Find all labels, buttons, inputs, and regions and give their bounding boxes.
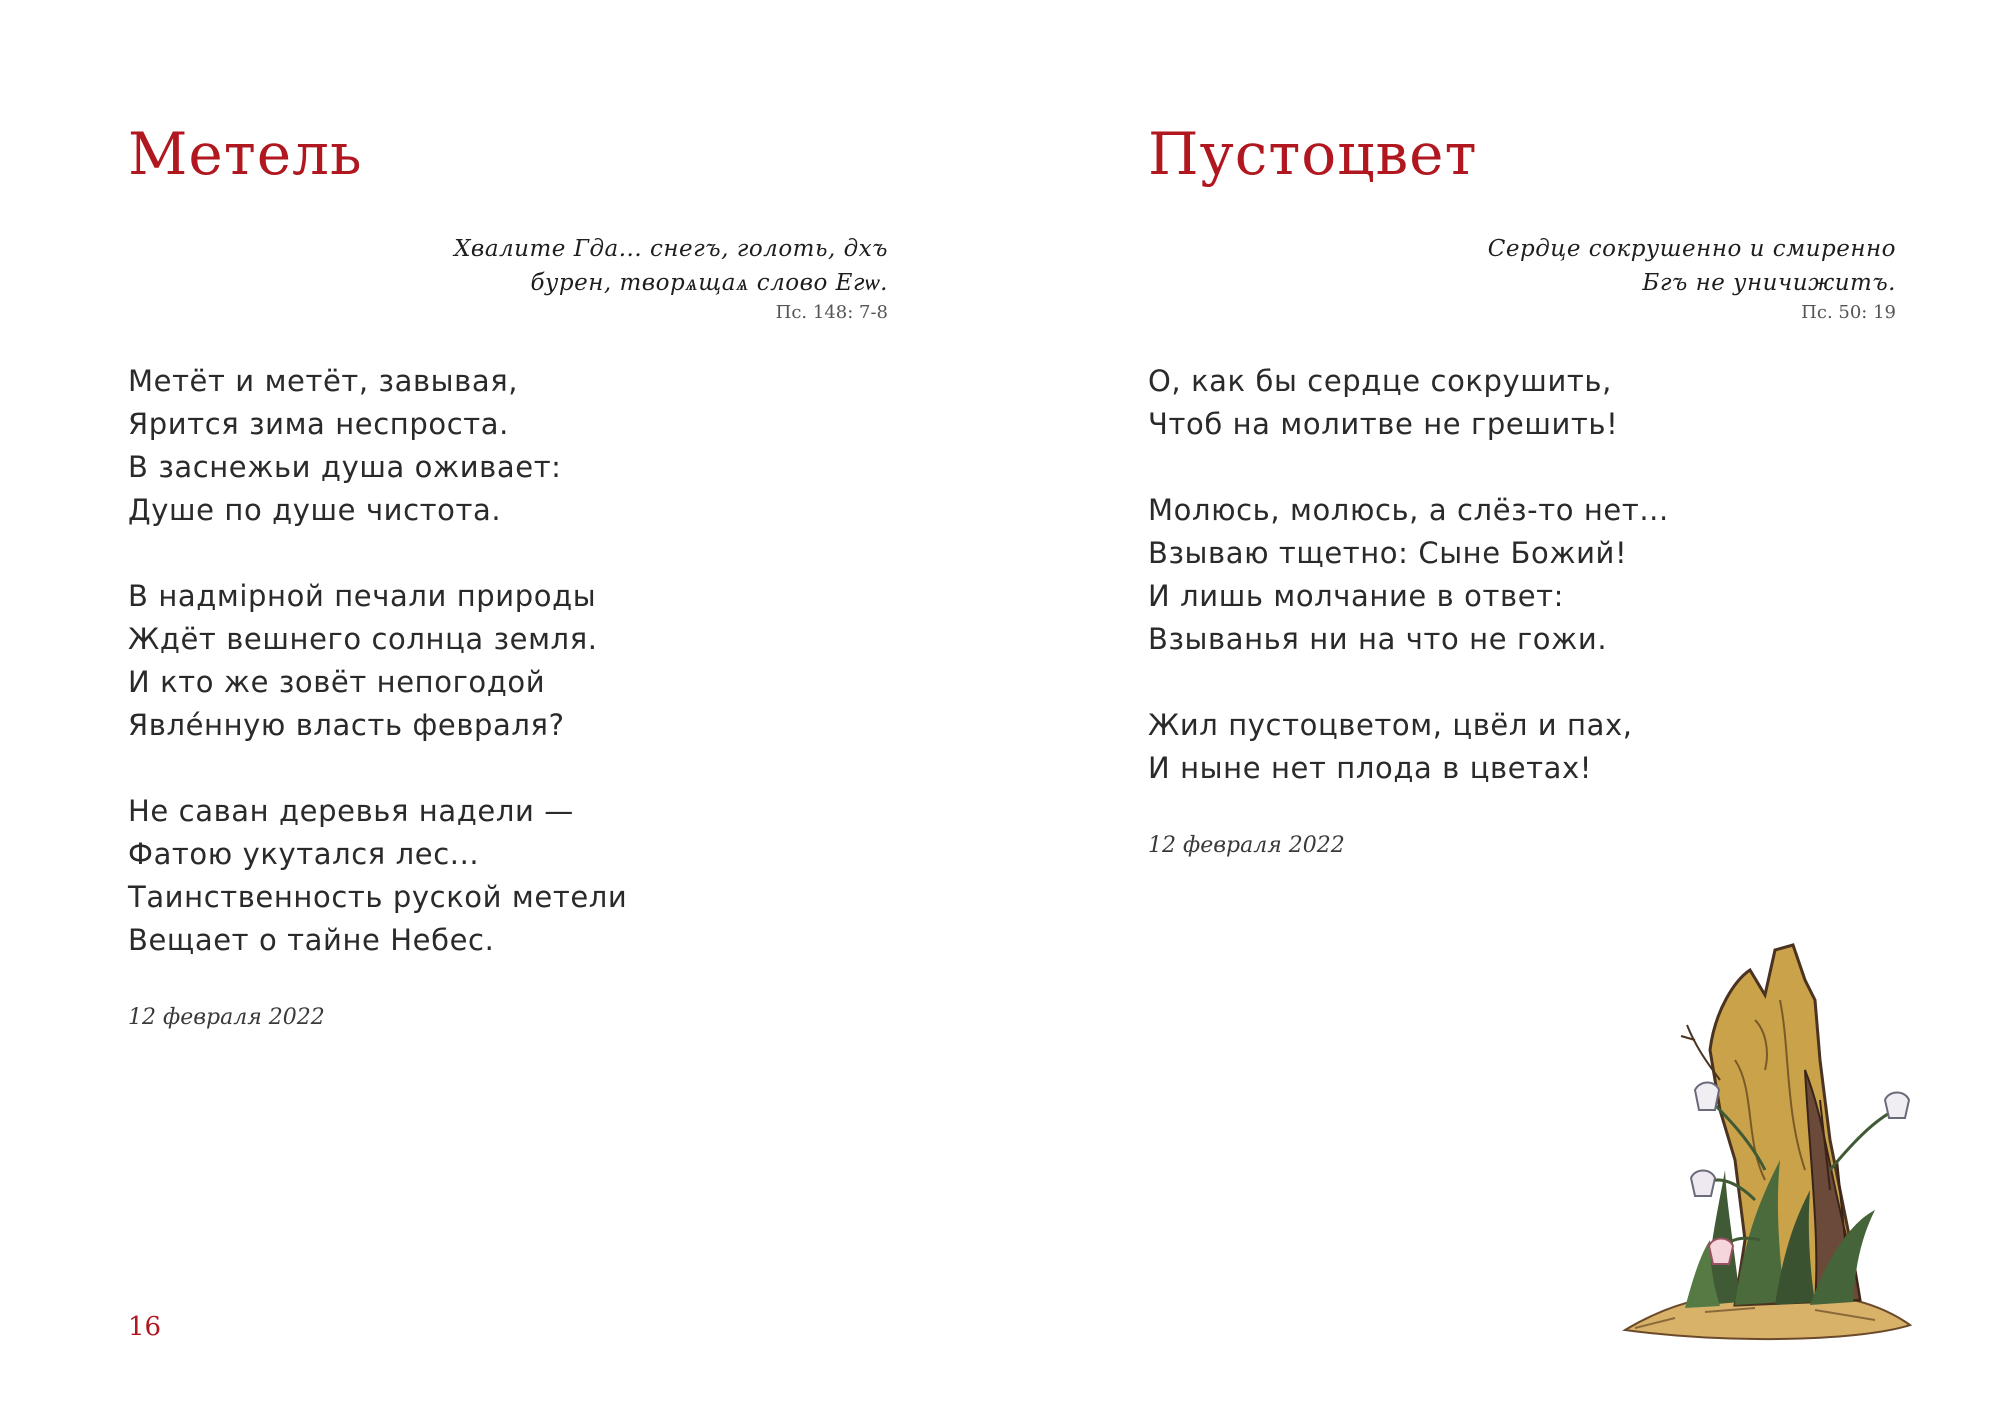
epigraph-pustotsvet <box>1376 232 1896 326</box>
verse-line: Фатою укутался лес... <box>128 837 480 871</box>
verse-line: И кто же зовёт непогодой <box>128 665 546 699</box>
verse-line: Молюсь, молюсь, а слёз-то нет... <box>1148 493 1669 527</box>
verse-line: О, как бы сердце сокрушить, <box>1148 364 1612 398</box>
verse-line: Взыванья ни на что не гожи. <box>1148 622 1608 656</box>
verse-line: Метёт и метёт, завывая, <box>128 364 519 398</box>
verse-line: Ждёт вешнего солнца земля. <box>128 622 598 656</box>
verse-line: Душе по душе чистота. <box>128 493 502 527</box>
poem-title-metel: Метель <box>128 120 363 188</box>
verse-line: Взываю тщетно: Сыне Божий! <box>1148 536 1628 570</box>
poem-body-pustotsvet <box>1148 360 1908 858</box>
verse-line: И ныне нет плода в цветах! <box>1148 751 1593 785</box>
poem-date: 12 февраля 2022 <box>128 1005 325 1030</box>
epigraph-line: Бгъ не уничижитъ. <box>1642 270 1896 296</box>
verse-line: В заснежьи душа оживает: <box>128 450 562 484</box>
poem-title-pustotsvet: Пустоцвет <box>1148 120 1478 188</box>
verse-line: Вещает о тайне Небес. <box>128 923 495 957</box>
stanza <box>128 360 888 532</box>
stanza <box>1148 360 1908 446</box>
verse-line: Чтоб на молитве не грешить! <box>1148 407 1619 441</box>
verse-line: Явлéнную власть февраля? <box>128 708 565 742</box>
verse-line: Жил пустоцветом, цвёл и пах, <box>1148 708 1633 742</box>
epigraph-line: Хвалите Гда... снегъ, голоть, дхъ <box>454 236 888 262</box>
stanza <box>128 575 888 747</box>
verse-line: В надмiрной печали природы <box>128 579 597 613</box>
epigraph-line: бурен, творѧщаѧ слово Егѡ. <box>530 270 888 296</box>
stanza <box>1148 489 1908 661</box>
poem-date: 12 февраля 2022 <box>1148 833 1345 858</box>
verse-line: И лишь молчание в ответ: <box>1148 579 1565 613</box>
epigraph-reference: Пс. 148: 7-8 <box>775 302 888 323</box>
epigraph-metel <box>368 232 888 326</box>
epigraph-line: Сердце сокрушенно и смиренно <box>1487 236 1896 262</box>
verse-line: Таинственность руской метели <box>128 880 628 914</box>
left-page <box>128 0 888 1414</box>
verse-line: Не саван деревья надели — <box>128 794 574 828</box>
tree-stump-flowers-icon <box>1615 940 1915 1350</box>
stanza <box>128 790 888 962</box>
epigraph-reference: Пс. 50: 19 <box>1801 302 1896 323</box>
verse-line: Ярится зима неспроста. <box>128 407 509 441</box>
poem-body-metel <box>128 360 888 1030</box>
stanza <box>1148 704 1908 790</box>
page-number: 16 <box>128 1312 162 1342</box>
